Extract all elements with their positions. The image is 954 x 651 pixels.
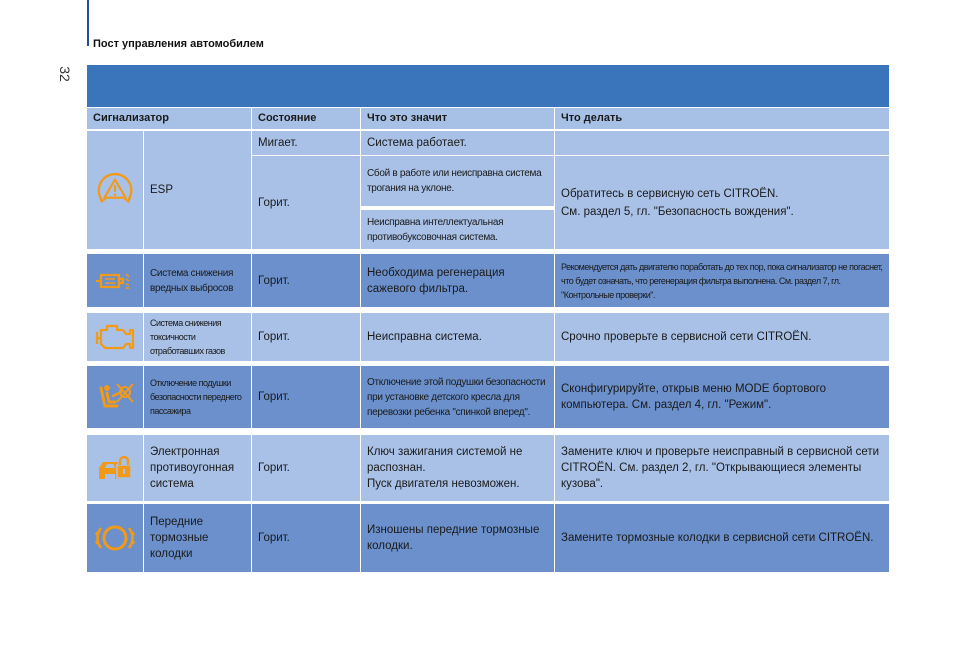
action-cell: Срочно проверьте в сервисной сети CITROËN. (555, 313, 889, 361)
state-cell: Горит. (252, 504, 360, 572)
action-cell: Сконфигурируйте, открыв меню MODE бортового компьютера. См. раздел 4, гл. "Режим". (555, 366, 889, 428)
airbag-off-icon (95, 380, 135, 414)
meaning-cell (361, 435, 554, 501)
indicator-name: Отключение подушки безопасности переднего пассажира (144, 366, 251, 428)
car-lock-icon (95, 452, 135, 484)
section-title: Пост управления автомобилем (93, 38, 264, 50)
state-cell: Горит. (252, 313, 360, 361)
column-header-indicator: Сигнализатор (87, 108, 251, 129)
action-cell: Замените ключ и проверьте неисправный в сервисной сети CITROËN. См. раздел 2, гл. "Открывающиеся элементы кузова". (555, 435, 889, 501)
table-row-icon-cell (87, 313, 143, 361)
emission-control-icon (93, 266, 137, 296)
brake-pads-icon (93, 518, 137, 558)
meaning-cell: Необходима регенерация сажевого фильтра. (361, 254, 554, 307)
table-row-icon-cell (87, 254, 143, 307)
meaning-line: Пуск двигателя невозможен. (367, 478, 520, 490)
meaning-cell: Сбой в работе или неисправна система трогания на уклоне. (361, 156, 554, 206)
meaning-cell: Система работает. (361, 131, 554, 155)
state-cell: Горит. (252, 156, 360, 249)
state-cell: Горит. (252, 435, 360, 501)
column-header-state: Состояние (252, 108, 360, 129)
table-row-icon-cell (87, 504, 143, 572)
column-header-action: Что делать (555, 108, 889, 129)
action-line: См. раздел 5, гл. "Безопасность вождения". (561, 205, 794, 218)
table-banner (87, 65, 889, 107)
state-cell: Горит. (252, 254, 360, 307)
meaning-line: Ключ зажигания системой не распознан. (367, 446, 523, 474)
action-line: Обратитесь в сервисную сеть CITROËN. (561, 187, 779, 200)
indicator-name: ESP (144, 131, 251, 249)
column-header-meaning: Что это значит (361, 108, 554, 129)
meaning-cell: Отключение этой подушки безопасности при установке детского кресла для перевозки ребенка "спинкой вперед". (361, 366, 554, 428)
table-row-icon-cell (87, 366, 143, 428)
esp-warning-icon (93, 167, 137, 213)
meaning-cell: Изношены передние тормозные колодки. (361, 504, 554, 572)
margin-rule (87, 0, 89, 46)
page-number: 32 (57, 66, 73, 82)
table-row-icon-cell (87, 131, 143, 249)
action-cell: Рекомендуется дать двигателю поработать до тех пор, пока сигнализатор не погаснет, что будет означать, что регенерация фильтра выполнена. См. раздел 7, гл. "Контрольные проверки". (555, 254, 889, 307)
indicator-name: Система снижения вредных выбросов (144, 254, 251, 307)
action-cell (555, 156, 889, 249)
state-cell: Мигает. (252, 131, 360, 155)
indicator-name: Система снижения токсичности отработавших газов (144, 313, 251, 361)
table-row-icon-cell (87, 435, 143, 501)
indicator-name: Электронная противоугонная система (144, 435, 251, 501)
action-cell: Замените тормозные колодки в сервисной сети CITROËN. (555, 504, 889, 572)
meaning-cell: Неисправна система. (361, 313, 554, 361)
engine-icon (93, 320, 137, 354)
action-cell-empty (555, 131, 889, 155)
state-cell: Горит. (252, 366, 360, 428)
meaning-cell: Неисправна интеллектуальная противобуксовочная система. (361, 210, 554, 249)
indicator-name: Передние тормозные колодки (144, 504, 251, 572)
